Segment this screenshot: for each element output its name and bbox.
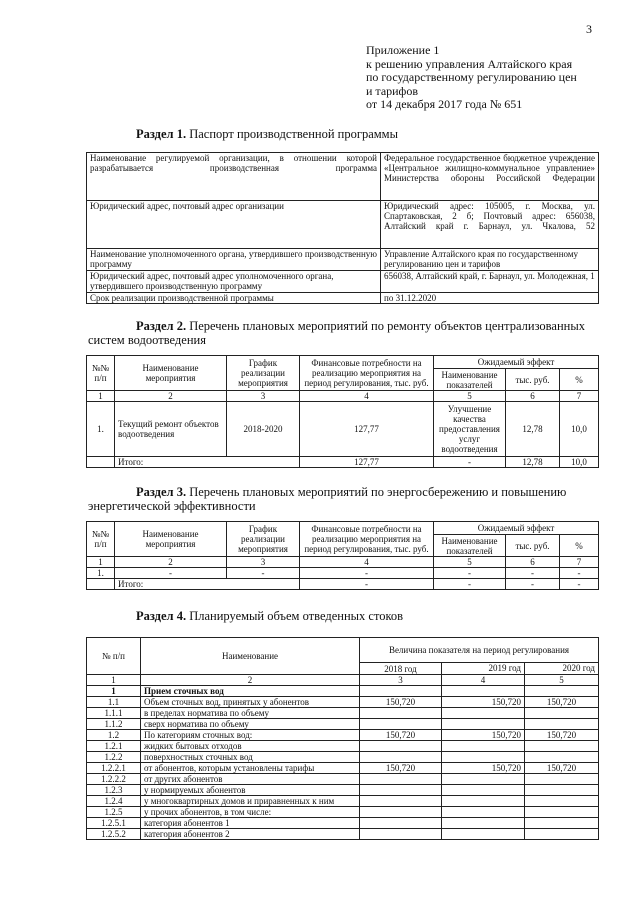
col-header-pct: % — [560, 369, 599, 391]
col-header-schedule: График реализации мероприятия — [227, 522, 300, 557]
col-header-name: Наименование мероприятия — [115, 356, 227, 391]
row-rub: - — [506, 568, 560, 579]
column-number: 6 — [506, 391, 560, 402]
column-number: 5 — [434, 557, 506, 568]
table-row — [87, 763, 599, 774]
row-value-2019 — [442, 741, 525, 752]
row-value-2019 — [442, 708, 525, 719]
table-header-row — [87, 638, 599, 663]
table-header-row — [87, 522, 599, 535]
column-number: 1 — [87, 391, 115, 402]
col-header-num: № п/п — [87, 638, 141, 675]
row-name: у прочих абонентов, в том числе: — [141, 807, 360, 818]
column-number: 4 — [300, 391, 434, 402]
row-value-2020 — [525, 785, 599, 796]
column-number: 5 — [525, 675, 599, 686]
row-value-2020 — [525, 807, 599, 818]
row-value-2020 — [525, 686, 599, 697]
appendix-line: от 14 декабря 2017 года № 651 — [366, 97, 523, 111]
table-row — [87, 153, 599, 201]
table-row — [87, 774, 599, 785]
col-header-name: Наименование мероприятия — [115, 522, 227, 557]
table-row — [87, 818, 599, 829]
row-finance: 127,77 — [300, 402, 434, 457]
row-value-2018 — [360, 829, 442, 840]
row-value-2019: 150,720 — [442, 763, 525, 774]
col-header-pct: % — [560, 535, 599, 557]
table-row — [87, 741, 599, 752]
column-number: 2 — [141, 675, 360, 686]
row-value-2020 — [525, 774, 599, 785]
row-value-2019 — [442, 818, 525, 829]
appendix-line: к решению управления Алтайского края — [366, 56, 573, 71]
passport-value: по 31.12.2020 — [381, 293, 599, 304]
column-number: 1 — [87, 557, 115, 568]
col-header-schedule: График реализации мероприятия — [227, 356, 300, 391]
total-rub: 12,78 — [506, 457, 560, 468]
total-rub: - — [506, 579, 560, 590]
row-value-2020 — [525, 741, 599, 752]
row-name: Текущий ремонт объектов водоотведения — [115, 402, 227, 457]
row-name: в пределах норматива по объему — [141, 708, 360, 719]
table-row — [87, 829, 599, 840]
row-name: - — [115, 568, 227, 579]
column-number: 3 — [227, 391, 300, 402]
row-name: Прием сточных вод — [141, 686, 360, 697]
row-schedule: - — [227, 568, 300, 579]
column-number: 2 — [115, 557, 227, 568]
total-indicator: - — [434, 457, 506, 468]
row-name: сверх норматива по объему — [141, 719, 360, 730]
row-value-2018 — [360, 785, 442, 796]
section-title-text: Паспорт производственной программы — [186, 127, 398, 141]
row-value-2019 — [442, 686, 525, 697]
col-header-value: Величина показателя на период регулирования — [360, 638, 599, 663]
row-value-2019 — [442, 829, 525, 840]
table-row — [87, 402, 599, 457]
row-num: 1.2.2.1 — [87, 763, 141, 774]
col-header-indicator: Наименование показателей — [434, 369, 506, 391]
row-value-2019 — [442, 807, 525, 818]
row-value-2018 — [360, 708, 442, 719]
row-value-2020: 150,720 — [525, 730, 599, 741]
row-value-2019: 150,720 — [442, 697, 525, 708]
total-indicator: - — [434, 579, 506, 590]
total-pct: - — [560, 579, 599, 590]
row-num: 1. — [87, 402, 115, 457]
row-num: 1.2.2.2 — [87, 774, 141, 785]
table-row — [87, 708, 599, 719]
section4-title — [136, 609, 403, 623]
column-number: 4 — [442, 675, 525, 686]
row-num: 1.1.1 — [87, 708, 141, 719]
row-indicator: - — [434, 568, 506, 579]
total-label: Итого: — [115, 579, 300, 590]
column-number: 1 — [87, 675, 141, 686]
table-row — [87, 796, 599, 807]
row-name: Объем сточных вод, принятых у абонентов — [141, 697, 360, 708]
total-finance: - — [300, 579, 434, 590]
energy-table — [86, 521, 599, 590]
section-title-line: энергетической эффективности — [88, 499, 256, 513]
table-row — [87, 719, 599, 730]
page-number: 3 — [586, 22, 592, 36]
passport-label: Наименование уполномоченного органа, утвердившего производственную программу — [87, 249, 381, 271]
row-value-2020 — [525, 829, 599, 840]
passport-label: Срок реализации производственной программы — [87, 293, 381, 304]
passport-value: Юридический адрес: 105005, г. Москва, ул. Спартаковская, 2 б; Почтовый адрес: 656038, Алтайский край г. Барнаул, ул. Чкалова, 52 — [381, 201, 599, 249]
col-header-effect: Ожидаемый эффект — [434, 356, 599, 369]
col-header-finance: Финансовые потребности на реализацию мероприятия на период регулирования, тыс. руб. — [300, 356, 434, 391]
column-numbers-row — [87, 391, 599, 402]
row-value-2019 — [442, 719, 525, 730]
row-value-2020 — [525, 719, 599, 730]
appendix-line: Приложение 1 — [366, 43, 440, 57]
section-number: Раздел 3. — [136, 485, 187, 499]
section-number: Раздел 1. — [136, 127, 187, 141]
row-value-2018 — [360, 719, 442, 730]
column-number: 4 — [300, 557, 434, 568]
row-name: от абонентов, которым установлены тарифы — [141, 763, 360, 774]
column-number: 7 — [560, 391, 599, 402]
row-num: 1.1.2 — [87, 719, 141, 730]
row-num: 1 — [87, 686, 141, 697]
column-number: 6 — [506, 557, 560, 568]
row-value-2018 — [360, 774, 442, 785]
table-header-row — [87, 356, 599, 369]
row-value-2018 — [360, 686, 442, 697]
row-schedule: 2018-2020 — [227, 402, 300, 457]
row-num: 1.2.3 — [87, 785, 141, 796]
section-title-text: Перечень плановых мероприятий по энергосбережению и повышению — [186, 485, 567, 499]
section-number: Раздел 2. — [136, 319, 187, 333]
col-header-effect: Ожидаемый эффект — [434, 522, 599, 535]
row-num: 1.2.5.1 — [87, 818, 141, 829]
col-header-rub: тыс. руб. — [506, 535, 560, 557]
row-finance: - — [300, 568, 434, 579]
passport-value: Федеральное государственное бюджетное учреждение «Центральное жилищно-коммунальное управление» Министерства обороны Российской Федерации — [381, 153, 599, 201]
row-name: категория абонентов 2 — [141, 829, 360, 840]
row-value-2020 — [525, 818, 599, 829]
column-number: 7 — [560, 557, 599, 568]
row-value-2020: 150,720 — [525, 697, 599, 708]
table-row — [87, 271, 599, 293]
row-pct: 10,0 — [560, 402, 599, 457]
total-label: Итого: — [115, 457, 300, 468]
row-name: от других абонентов — [141, 774, 360, 785]
table-row — [87, 807, 599, 818]
section-title-line — [88, 319, 600, 333]
section-title-text: Планируемый объем отведенных стоков — [186, 609, 404, 623]
row-num: 1.2 — [87, 730, 141, 741]
row-value-2018 — [360, 752, 442, 763]
row-name: жидких бытовых отходов — [141, 741, 360, 752]
column-number: 5 — [434, 391, 506, 402]
total-pct: 10,0 — [560, 457, 599, 468]
row-value-2018 — [360, 807, 442, 818]
section-title-line: систем водоотведения — [88, 333, 206, 347]
row-num: 1.2.2 — [87, 752, 141, 763]
row-num: 1.2.1 — [87, 741, 141, 752]
row-value-2020 — [525, 708, 599, 719]
row-indicator: Улучшение качества предоставления услуг водоотведения — [434, 402, 506, 457]
row-value-2020 — [525, 796, 599, 807]
passport-value: Управление Алтайского края по государственному регулированию цен и тарифов — [381, 249, 599, 271]
appendix-line: по государственному регулированию цен — [366, 70, 577, 84]
row-name: у нормируемых абонентов — [141, 785, 360, 796]
row-name: поверхностных сточных вод — [141, 752, 360, 763]
section2-title — [88, 319, 600, 347]
row-value-2020: 150,720 — [525, 763, 599, 774]
row-name: категория абонентов 1 — [141, 818, 360, 829]
row-num: 1.2.5.2 — [87, 829, 141, 840]
col-header-2019: 2019 год — [442, 663, 525, 675]
total-row — [87, 457, 599, 468]
col-header-2018: 2018 год — [360, 663, 442, 675]
col-header-rub: тыс. руб. — [506, 369, 560, 391]
row-value-2019 — [442, 785, 525, 796]
row-num: 1.2.5 — [87, 807, 141, 818]
row-value-2018 — [360, 796, 442, 807]
section-title-text: Перечень плановых мероприятий по ремонту объектов централизованных — [186, 319, 585, 333]
row-value-2019: 150,720 — [442, 730, 525, 741]
column-number: 3 — [360, 675, 442, 686]
total-row — [87, 579, 599, 590]
row-value-2018 — [360, 741, 442, 752]
table-row — [87, 785, 599, 796]
row-num: 1. — [87, 568, 115, 579]
section1-title — [136, 127, 398, 141]
row-value-2018: 150,720 — [360, 697, 442, 708]
table-row — [87, 752, 599, 763]
row-rub: 12,78 — [506, 402, 560, 457]
section-title-line — [88, 485, 600, 499]
col-header-indicator: Наименование показателей — [434, 535, 506, 557]
column-numbers-row — [87, 675, 599, 686]
appendix-line: и тарифов — [366, 83, 419, 98]
row-value-2019 — [442, 774, 525, 785]
passport-value: 656038, Алтайский край, г. Барнаул, ул. Молодежная, 1 — [381, 271, 599, 293]
row-value-2018 — [360, 818, 442, 829]
table-row — [87, 697, 599, 708]
column-number: 2 — [115, 391, 227, 402]
row-value-2020 — [525, 752, 599, 763]
total-finance: 127,77 — [300, 457, 434, 468]
table-row — [87, 201, 599, 249]
row-pct: - — [560, 568, 599, 579]
column-number: 3 — [227, 557, 300, 568]
table-row — [87, 686, 599, 697]
column-numbers-row — [87, 557, 599, 568]
repair-table — [86, 355, 599, 468]
col-header-num: №№ п/п — [87, 522, 115, 557]
row-num: 1.2.4 — [87, 796, 141, 807]
col-header-2020: 2020 год — [525, 663, 599, 675]
col-header-num: №№ п/п — [87, 356, 115, 391]
table-row — [87, 730, 599, 741]
passport-label: Наименование регулируемой организации, в отношении которой разрабатывается производственная программа — [87, 153, 381, 201]
row-num: 1.1 — [87, 697, 141, 708]
row-value-2019 — [442, 752, 525, 763]
table-row — [87, 568, 599, 579]
appendix-header — [366, 44, 577, 112]
row-value-2018: 150,720 — [360, 730, 442, 741]
wastewater-table — [86, 637, 599, 840]
row-name: По категориям сточных вод: — [141, 730, 360, 741]
row-value-2018: 150,720 — [360, 763, 442, 774]
col-header-finance: Финансовые потребности на реализацию мероприятия на период регулирования, тыс. руб. — [300, 522, 434, 557]
row-value-2019 — [442, 796, 525, 807]
passport-label: Юридический адрес, почтовый адрес организации — [87, 201, 381, 249]
passport-label: Юридический адрес, почтовый адрес уполномоченного органа, утвердившего производственную программу — [87, 271, 381, 293]
section3-title — [88, 485, 600, 513]
row-name: у многоквартирных домов и приравненных к ним — [141, 796, 360, 807]
col-header-name: Наименование — [141, 638, 360, 675]
table-row — [87, 249, 599, 271]
passport-table — [86, 152, 599, 304]
table-row — [87, 293, 599, 304]
section-number: Раздел 4. — [136, 609, 187, 623]
